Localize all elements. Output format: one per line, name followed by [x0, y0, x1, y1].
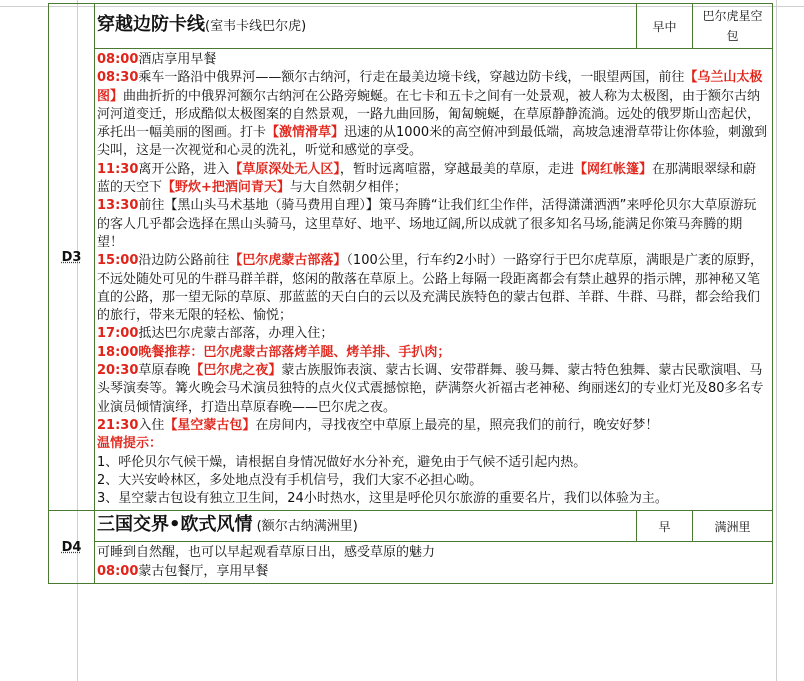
itinerary-paragraph [97, 563, 768, 581]
highlight-text: 【草原深处无人区】 [229, 161, 340, 177]
body-text: 迅速的从1000米的高空俯冲到最低端，高坡急速滑草带让你体验，刺激到尖叫，这是一次视觉和心灵的洗礼，听觉和感觉的享受。 [97, 125, 768, 159]
itinerary-paragraph [97, 472, 768, 490]
body-text: 酒店享用早餐 [138, 52, 217, 67]
body-text: （100公里，行车约2小时）一路穿行于巴尔虎草原，满眼是广袤的原野，不远处随处可见的牛群马群羊群，悠闲的散落在草原上。公路上每隔一段距离都会有禁止越界的指示牌，那神秘又笔直的公路，那一望无际的草原、那蓝蓝的天白白的云以及充满民族特色的蒙古包群、羊群、牛群、马群，都会给我们的旅行，带来无限的轻松、愉悦； [97, 253, 764, 324]
day-route: (额尔古纳满洲里) [252, 519, 358, 535]
itinerary-paragraph [97, 161, 768, 198]
body-text: 蒙古族服饰表演、蒙古长调、安带群舞、骏马舞、蒙古特色独舞、蒙古民歌演唱、马头琴演奏等。篝火晚会马术演员独特的点火仪式震撼惊艳，萨满祭火祈福古老神秘、绚丽迷幻的专业灯光及80多名专业演员倾情演绎，打造出草原春晚——巴尔虎之夜。 [97, 363, 764, 415]
hotel-value: 满洲里 [714, 519, 751, 534]
highlight-text: 20:30 [97, 363, 139, 379]
itinerary-paragraph [97, 362, 768, 417]
body-text: 1、呼伦贝尔气候干燥，请根据自身情况做好水分补充，避免由于气候不适引起内热。 [97, 454, 587, 470]
highlight-text: 【星空蒙古包】 [164, 417, 256, 433]
day-body-cell [95, 49, 773, 511]
day-title-cell [95, 4, 637, 49]
highlight-text: 【激情滑草】 [266, 125, 345, 141]
body-text: 乘车一路沿中俄界河——额尔古纳河，行走在最美边境卡线，穿越边防卡线，一眼望两国，前往 [138, 70, 685, 86]
body-text: 入住 [138, 417, 165, 433]
itinerary-paragraph [97, 69, 768, 160]
body-text: ，暂时远离喧嚣，穿越最美的草原，走进 [339, 161, 574, 177]
body-text: 曲曲折折的中俄界河额尔古纳河在公路旁蜿蜒。在七卡和五卡之间有一处景观，被人称为太极图，由于额尔古纳河河道变迁，形成酷似太极图案的自然景观，一路九曲回肠，匍匐蜿蜒，在草原静静流淌。远处的俄罗斯山峦起伏，承托出一幅美丽的图画。打卡 [97, 88, 761, 141]
itinerary-paragraph [97, 454, 768, 472]
day-header-row [49, 511, 773, 542]
day-label-cell [49, 4, 95, 511]
body-text: 2、大兴安岭林区，多处地点没有手机信号，我们大家不必担心呦。 [97, 472, 483, 488]
day-label-cell [49, 511, 95, 584]
day-body-row [49, 542, 773, 584]
day-title: 三国交界•欧式风情 [97, 514, 253, 536]
itinerary-paragraph [97, 544, 768, 562]
itinerary-paragraph [97, 325, 768, 343]
highlight-text: 11:30 [97, 161, 139, 177]
day-body-text [97, 51, 768, 508]
day-body-cell [95, 542, 773, 584]
meal-cell [637, 511, 693, 542]
highlight-text: 08:00 [97, 563, 139, 579]
body-text: 与大自然朝夕相伴； [289, 180, 407, 196]
itinerary-paragraph [97, 344, 768, 362]
body-text: 前往【黑山头马术基地（骑马费用自理）】策马奔腾“让我们红尘作伴，活得潇潇洒洒”来呼伦贝尔大草原游玩的客人几乎都会选择在黑山头骑马，这里草好、地平、场地辽阔,所以成就了很多知名马场,能满足你策马奔腾的期望！ [97, 198, 757, 250]
hotel-cell [693, 511, 773, 542]
body-text: 沿边防公路前往 [138, 253, 230, 269]
itinerary-paragraph [97, 197, 768, 252]
meal-cell [637, 4, 693, 49]
day-label: D3 [61, 249, 82, 265]
page-guide-line [776, 0, 777, 681]
itinerary-paragraph [97, 252, 768, 325]
body-text: 草原春晚 [138, 363, 191, 379]
highlight-text: 【巴尔虎之夜】 [190, 363, 282, 379]
highlight-text: 18:00晚餐推荐：巴尔虎蒙古部落烤羊腿、烤羊排、手扒肉； [97, 344, 451, 360]
meal-value: 早 [658, 519, 671, 534]
highlight-text: 【网红帐篷】 [573, 161, 652, 177]
itinerary-paragraph [97, 490, 768, 508]
highlight-text: 17:00 [97, 326, 139, 342]
day-title-cell [95, 511, 637, 542]
body-text: 在房间内，寻找夜空中草原上最亮的星，照亮我们的前行，晚安好梦！ [255, 417, 659, 433]
highlight-text: 【乌兰山太极图】 [97, 70, 763, 104]
hotel-cell [693, 4, 773, 49]
day-route: (室韦卡线巴尔虎) [205, 19, 307, 34]
highlight-text: 13:30 [97, 198, 139, 214]
body-text: 在那满眼翠绿和蔚蓝的天空下 [97, 161, 756, 196]
highlight-text: 【野炊+把酒问青天】 [162, 180, 290, 196]
body-text: 蒙古包餐厅，享用早餐 [138, 563, 269, 579]
highlight-text: 08:30 [97, 70, 139, 86]
highlight-text: 15:00 [97, 253, 139, 269]
highlight-text: 温情提示： [97, 436, 163, 452]
day-body-text [97, 544, 768, 581]
itinerary-paragraph [97, 435, 768, 453]
day-header-row [49, 4, 773, 49]
itinerary-table [48, 3, 773, 584]
highlight-text: 08:00 [97, 52, 139, 67]
hotel-value: 巴尔虎星空包 [702, 9, 763, 43]
body-text: 可睡到自然醒，也可以早起观看草原日出，感受草原的魅力 [97, 545, 436, 561]
highlight-text: 【巴尔虎蒙古部落】 [229, 253, 347, 269]
day-label: D4 [61, 539, 82, 555]
itinerary-paragraph [97, 417, 768, 435]
highlight-text: 21:30 [97, 417, 139, 433]
body-text: 抵达巴尔虎蒙古部落，办理入住； [138, 326, 334, 342]
day-title: 穿越边防卡线 [97, 14, 205, 35]
body-text: 3、星空蒙古包设有独立卫生间，24小时热水，这里是呼伦贝尔旅游的重要名片，我们以体验为主。 [97, 491, 668, 507]
body-text: 离开公路，进入 [138, 161, 230, 177]
day-body-row [49, 49, 773, 511]
itinerary-paragraph [97, 51, 768, 69]
meal-value: 早中 [652, 19, 677, 34]
